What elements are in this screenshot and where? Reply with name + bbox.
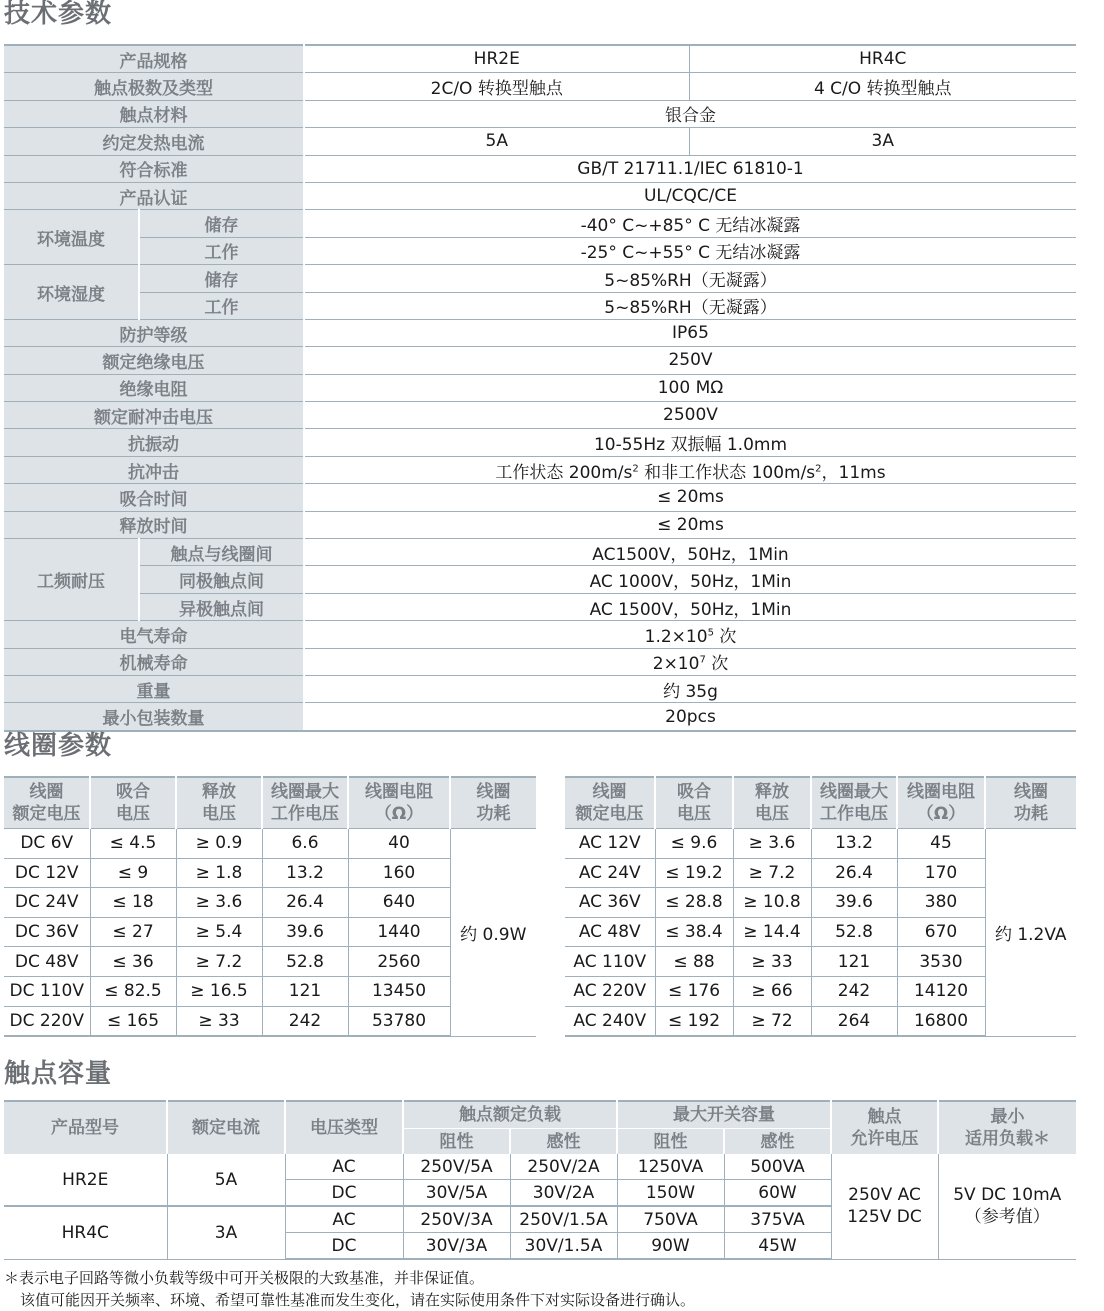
spec-row-vibration: [4, 429, 1076, 456]
superscript: 2: [632, 462, 639, 474]
coil-cell: AC 12V: [565, 829, 655, 859]
spec-label: 符合标准: [4, 155, 304, 182]
coil-cell: AC 48V: [565, 917, 655, 947]
contact-cell: 250V/3A: [403, 1206, 510, 1233]
contact-cell: 30V/5A: [403, 1180, 510, 1207]
spec-label: 抗冲击: [4, 456, 304, 483]
coil-cell: AC 240V: [565, 1006, 655, 1036]
spec-value: 2500V: [304, 402, 1076, 429]
spec-row-standard: [4, 155, 1076, 182]
coil-cell: ≥ 0.9: [176, 829, 262, 859]
contact-cell: 250V/2A: [510, 1154, 617, 1180]
contact-header: 最大开关容量: [617, 1101, 831, 1129]
coil-cell: ≤ 36: [90, 947, 176, 977]
coil-header: 线圈最大 工作电压: [811, 777, 897, 829]
spec-row-temp-storage: [4, 210, 1076, 237]
spec-row-temp-work: [4, 237, 1076, 264]
coil-cell: DC 48V: [4, 947, 90, 977]
spec-label: 触点材料: [4, 100, 304, 127]
coil-header: 释放 电压: [733, 777, 811, 829]
spec-value: 5A: [304, 128, 689, 155]
coil-cell: AC 24V: [565, 858, 655, 888]
spec-value: AC1500V，50Hz，1Min: [304, 539, 1076, 566]
contact-cell: HR2E: [4, 1154, 167, 1206]
contact-cell: DC: [285, 1180, 403, 1207]
coil-header: 线圈 额定电压: [565, 777, 655, 829]
spec-value: [304, 621, 1076, 648]
contact-header: 触点额定负载: [403, 1101, 617, 1129]
spec-row-protection: [4, 319, 1076, 346]
spec-value: -25° C~+55° C 无结冰凝露: [304, 237, 1076, 264]
coil-cell: ≥ 7.2: [176, 947, 262, 977]
spec-row-material: [4, 100, 1076, 127]
life-base: 1.2×10: [644, 626, 708, 647]
coil-cell: 242: [262, 1006, 348, 1036]
footnote-line-1: ＊表示电子回路等微小负载等级中可开关极限的大致基准，并非保证值。: [4, 1269, 485, 1287]
life-base: 2×10: [652, 654, 700, 675]
coil-header: 线圈电阻 （Ω）: [348, 777, 450, 829]
spec-value: IP65: [304, 319, 1076, 346]
spec-row-product: [4, 45, 1076, 73]
coil-cell: ≤ 38.4: [655, 917, 733, 947]
spec-row-poles: [4, 73, 1076, 100]
contact-header: 电压类型: [285, 1101, 403, 1154]
contact-cell: 60W: [724, 1180, 831, 1207]
spec-value: UL/CQC/CE: [304, 182, 1076, 209]
contact-cell: 45W: [724, 1233, 831, 1260]
spec-row-elec-life: [4, 621, 1076, 648]
contact-subheader: 感性: [510, 1129, 617, 1155]
contact-subheader: 感性: [724, 1129, 831, 1155]
spec-value: 100 MΩ: [304, 374, 1076, 401]
spec-row-current: [4, 128, 1076, 155]
footnote-line-2: 该值可能因开关频率、环境、希望可靠性基准而发生变化，请在实际使用条件下对实际设备进行确认。: [20, 1291, 696, 1309]
coil-cell: ≥ 7.2: [733, 858, 811, 888]
spec-label: 重量: [4, 675, 304, 702]
spec-value: 20pcs: [304, 703, 1076, 731]
spec-value: 3A: [689, 128, 1076, 155]
coil-cell: ≥ 14.4: [733, 917, 811, 947]
contact-header: 触点 允许电压: [831, 1101, 938, 1154]
spec-table: [4, 44, 1076, 732]
contact-cell: 750VA: [617, 1206, 724, 1233]
shock-text-3: ，11ms: [821, 462, 886, 483]
spec-value: AC 1500V，50Hz，1Min: [304, 593, 1076, 620]
spec-label: 电气寿命: [4, 621, 304, 648]
spec-row-withstand-2: [4, 566, 1076, 593]
coil-cell: ≥ 1.8: [176, 858, 262, 888]
contact-cell: HR4C: [4, 1206, 167, 1259]
coil-cell: ≤ 88: [655, 947, 733, 977]
spec-sublabel: 工作: [139, 237, 304, 264]
spec-row-impulse: [4, 402, 1076, 429]
coil-cell: ≤ 82.5: [90, 976, 176, 1006]
spec-sublabel: 异极触点间: [139, 593, 304, 620]
coil-cell: AC 220V: [565, 976, 655, 1006]
spec-row-mech-life: [4, 648, 1076, 675]
contact-header-row: [4, 1101, 1076, 1129]
coil-cell: ≤ 192: [655, 1006, 733, 1036]
contact-section-title: 触点容量: [4, 1059, 113, 1089]
coil-cell: ≥ 16.5: [176, 976, 262, 1006]
contact-cell: 5A: [167, 1154, 285, 1206]
spec-label: 额定绝缘电压: [4, 347, 304, 374]
life-unit: 次: [713, 626, 737, 647]
spec-section-title: 技术参数: [4, 0, 113, 29]
spec-label: 额定耐冲击电压: [4, 402, 304, 429]
contact-cell: 250V AC 125V DC: [831, 1154, 938, 1259]
contact-cell: 1250VA: [617, 1154, 724, 1180]
contact-cell: AC: [285, 1154, 403, 1180]
coil-cell: ≤ 27: [90, 917, 176, 947]
coil-cell: DC 24V: [4, 888, 90, 918]
coil-cell: 26.4: [811, 858, 897, 888]
coil-cell: DC 220V: [4, 1006, 90, 1036]
spec-label: 工频耐压: [4, 539, 139, 621]
contact-cell: DC: [285, 1233, 403, 1260]
coil-cell: ≥ 3.6: [733, 829, 811, 859]
coil-section-title: 线圈参数: [4, 731, 113, 761]
coil-cell: 380: [897, 888, 985, 918]
coil-cell: ≥ 5.4: [176, 917, 262, 947]
contact-cell: 30V/3A: [403, 1233, 510, 1260]
spec-value: [304, 648, 1076, 675]
coil-header: 线圈电阻 （Ω）: [897, 777, 985, 829]
spec-value: 10-55Hz 双振幅 1.0mm: [304, 429, 1076, 456]
spec-row-insul-voltage: [4, 347, 1076, 374]
spec-label: 机械寿命: [4, 648, 304, 675]
coil-header: 释放 电压: [176, 777, 262, 829]
spec-value: HR4C: [689, 45, 1076, 73]
coil-power-cell: 约 1.2VA: [985, 829, 1076, 1037]
coil-row: [4, 829, 536, 859]
spec-sublabel: 储存: [139, 210, 304, 237]
spec-label: 产品规格: [4, 45, 304, 73]
coil-header: 吸合 电压: [655, 777, 733, 829]
spec-value: 2C/O 转换型触点: [304, 73, 689, 100]
coil-row: [565, 829, 1076, 859]
spec-label: 吸合时间: [4, 484, 304, 511]
coil-cell: 26.4: [262, 888, 348, 918]
contact-header: 产品型号: [4, 1101, 167, 1154]
coil-cell: ≤ 4.5: [90, 829, 176, 859]
shock-text-1: 工作状态 200m/s: [495, 462, 633, 483]
spec-label: 抗振动: [4, 429, 304, 456]
spec-label: 绝缘电阻: [4, 374, 304, 401]
coil-cell: ≥ 10.8: [733, 888, 811, 918]
contact-cell: 30V/2A: [510, 1180, 617, 1207]
coil-cell: 1440: [348, 917, 450, 947]
spec-value: 5~85%RH（无凝露）: [304, 265, 1076, 292]
spec-row-cert: [4, 182, 1076, 209]
contact-subheader: 阻性: [403, 1129, 510, 1155]
coil-cell: ≤ 19.2: [655, 858, 733, 888]
contact-cell: 30V/1.5A: [510, 1233, 617, 1260]
contact-cell: 90W: [617, 1233, 724, 1260]
superscript: 7: [699, 654, 706, 666]
coil-cell: ≤ 28.8: [655, 888, 733, 918]
coil-cell: 16800: [897, 1006, 985, 1036]
coil-cell: 39.6: [811, 888, 897, 918]
coil-power-cell: 约 0.9W: [450, 829, 536, 1037]
coil-header: 线圈 功耗: [450, 777, 536, 829]
spec-value: -40° C~+85° C 无结冰凝露: [304, 210, 1076, 237]
coil-cell: 170: [897, 858, 985, 888]
spec-row-weight: [4, 675, 1076, 702]
spec-label: 约定发热电流: [4, 128, 304, 155]
coil-cell: DC 36V: [4, 917, 90, 947]
contact-cell: 5V DC 10mA （参考值）: [938, 1154, 1076, 1259]
spec-value: 4 C/O 转换型触点: [689, 73, 1076, 100]
spec-row-humidity-storage: [4, 265, 1076, 292]
coil-cell: DC 6V: [4, 829, 90, 859]
coil-cell: 242: [811, 976, 897, 1006]
contact-table: [4, 1100, 1076, 1260]
coil-cell: 45: [897, 829, 985, 859]
spec-value: GB/T 21711.1/IEC 61810-1: [304, 155, 1076, 182]
contact-subheader: 阻性: [617, 1129, 724, 1155]
spec-row-insul-resist: [4, 374, 1076, 401]
coil-cell: 13450: [348, 976, 450, 1006]
coil-cell: 3530: [897, 947, 985, 977]
coil-header: 线圈 额定电压: [4, 777, 90, 829]
coil-cell: 121: [811, 947, 897, 977]
coil-header-row: [4, 777, 536, 829]
spec-sublabel: 同极触点间: [139, 566, 304, 593]
spec-label: 环境湿度: [4, 265, 139, 320]
coil-cell: 121: [262, 976, 348, 1006]
spec-value: ≤ 20ms: [304, 511, 1076, 538]
coil-cell: 640: [348, 888, 450, 918]
coil-cell: 6.6: [262, 829, 348, 859]
spec-row-humidity-work: [4, 292, 1076, 319]
coil-cell: 2560: [348, 947, 450, 977]
coil-cell: 52.8: [811, 917, 897, 947]
superscript: 5: [707, 627, 714, 639]
coil-table-ac: [565, 776, 1076, 1037]
spec-value: 250V: [304, 347, 1076, 374]
spec-row-withstand-1: [4, 539, 1076, 566]
coil-cell: 53780: [348, 1006, 450, 1036]
coil-cell: 14120: [897, 976, 985, 1006]
spec-sublabel: 触点与线圈间: [139, 539, 304, 566]
coil-table-dc: [4, 776, 536, 1037]
coil-cell: ≥ 72: [733, 1006, 811, 1036]
spec-value: 5~85%RH（无凝露）: [304, 292, 1076, 319]
coil-cell: AC 36V: [565, 888, 655, 918]
coil-cell: DC 12V: [4, 858, 90, 888]
coil-body-dc: [4, 829, 536, 1037]
coil-header: 线圈 功耗: [985, 777, 1076, 829]
contact-cell: 500VA: [724, 1154, 831, 1180]
coil-header-row: [565, 777, 1076, 829]
coil-cell: 52.8: [262, 947, 348, 977]
spec-label: 释放时间: [4, 511, 304, 538]
coil-body-ac: [565, 829, 1076, 1037]
spec-label: 环境温度: [4, 210, 139, 265]
spec-label: 触点极数及类型: [4, 73, 304, 100]
coil-cell: ≤ 18: [90, 888, 176, 918]
contact-cell: 3A: [167, 1206, 285, 1259]
contact-row: [4, 1154, 1076, 1180]
coil-cell: AC 110V: [565, 947, 655, 977]
spec-row-pack: [4, 703, 1076, 731]
spec-row-release: [4, 511, 1076, 538]
spec-label: 产品认证: [4, 182, 304, 209]
spec-label: 防护等级: [4, 319, 304, 346]
spec-label: 最小包装数量: [4, 703, 304, 731]
spec-sublabel: 工作: [139, 292, 304, 319]
contact-header: 最小 适用负载＊: [938, 1101, 1076, 1154]
spec-value: ≤ 20ms: [304, 484, 1076, 511]
spec-sublabel: 储存: [139, 265, 304, 292]
coil-cell: 13.2: [262, 858, 348, 888]
contact-cell: AC: [285, 1206, 403, 1233]
coil-cell: ≥ 66: [733, 976, 811, 1006]
coil-cell: ≤ 176: [655, 976, 733, 1006]
coil-cell: 264: [811, 1006, 897, 1036]
coil-cell: 13.2: [811, 829, 897, 859]
contact-header: 额定电流: [167, 1101, 285, 1154]
coil-cell: 160: [348, 858, 450, 888]
spec-value: AC 1000V，50Hz，1Min: [304, 566, 1076, 593]
spec-value: 约 35g: [304, 675, 1076, 702]
coil-cell: 39.6: [262, 917, 348, 947]
coil-cell: ≥ 33: [733, 947, 811, 977]
spec-value: [304, 456, 1076, 483]
coil-header: 吸合 电压: [90, 777, 176, 829]
coil-cell: ≥ 3.6: [176, 888, 262, 918]
coil-cell: ≤ 165: [90, 1006, 176, 1036]
superscript: 2: [815, 462, 822, 474]
spec-row-withstand-3: [4, 593, 1076, 620]
contact-cell: 250V/1.5A: [510, 1206, 617, 1233]
coil-cell: ≤ 9: [90, 858, 176, 888]
coil-cell: ≥ 33: [176, 1006, 262, 1036]
shock-text-2: 和非工作状态 100m/s: [638, 462, 816, 483]
spec-row-shock: [4, 456, 1076, 483]
coil-cell: 670: [897, 917, 985, 947]
contact-cell: 150W: [617, 1180, 724, 1207]
coil-cell: DC 110V: [4, 976, 90, 1006]
life-unit: 次: [705, 654, 729, 675]
spec-value: HR2E: [304, 45, 689, 73]
coil-header: 线圈最大 工作电压: [262, 777, 348, 829]
contact-cell: 250V/5A: [403, 1154, 510, 1180]
spec-value: 银合金: [304, 100, 1076, 127]
contact-cell: 375VA: [724, 1206, 831, 1233]
coil-cell: ≤ 9.6: [655, 829, 733, 859]
coil-cell: 40: [348, 829, 450, 859]
spec-row-pickup: [4, 484, 1076, 511]
